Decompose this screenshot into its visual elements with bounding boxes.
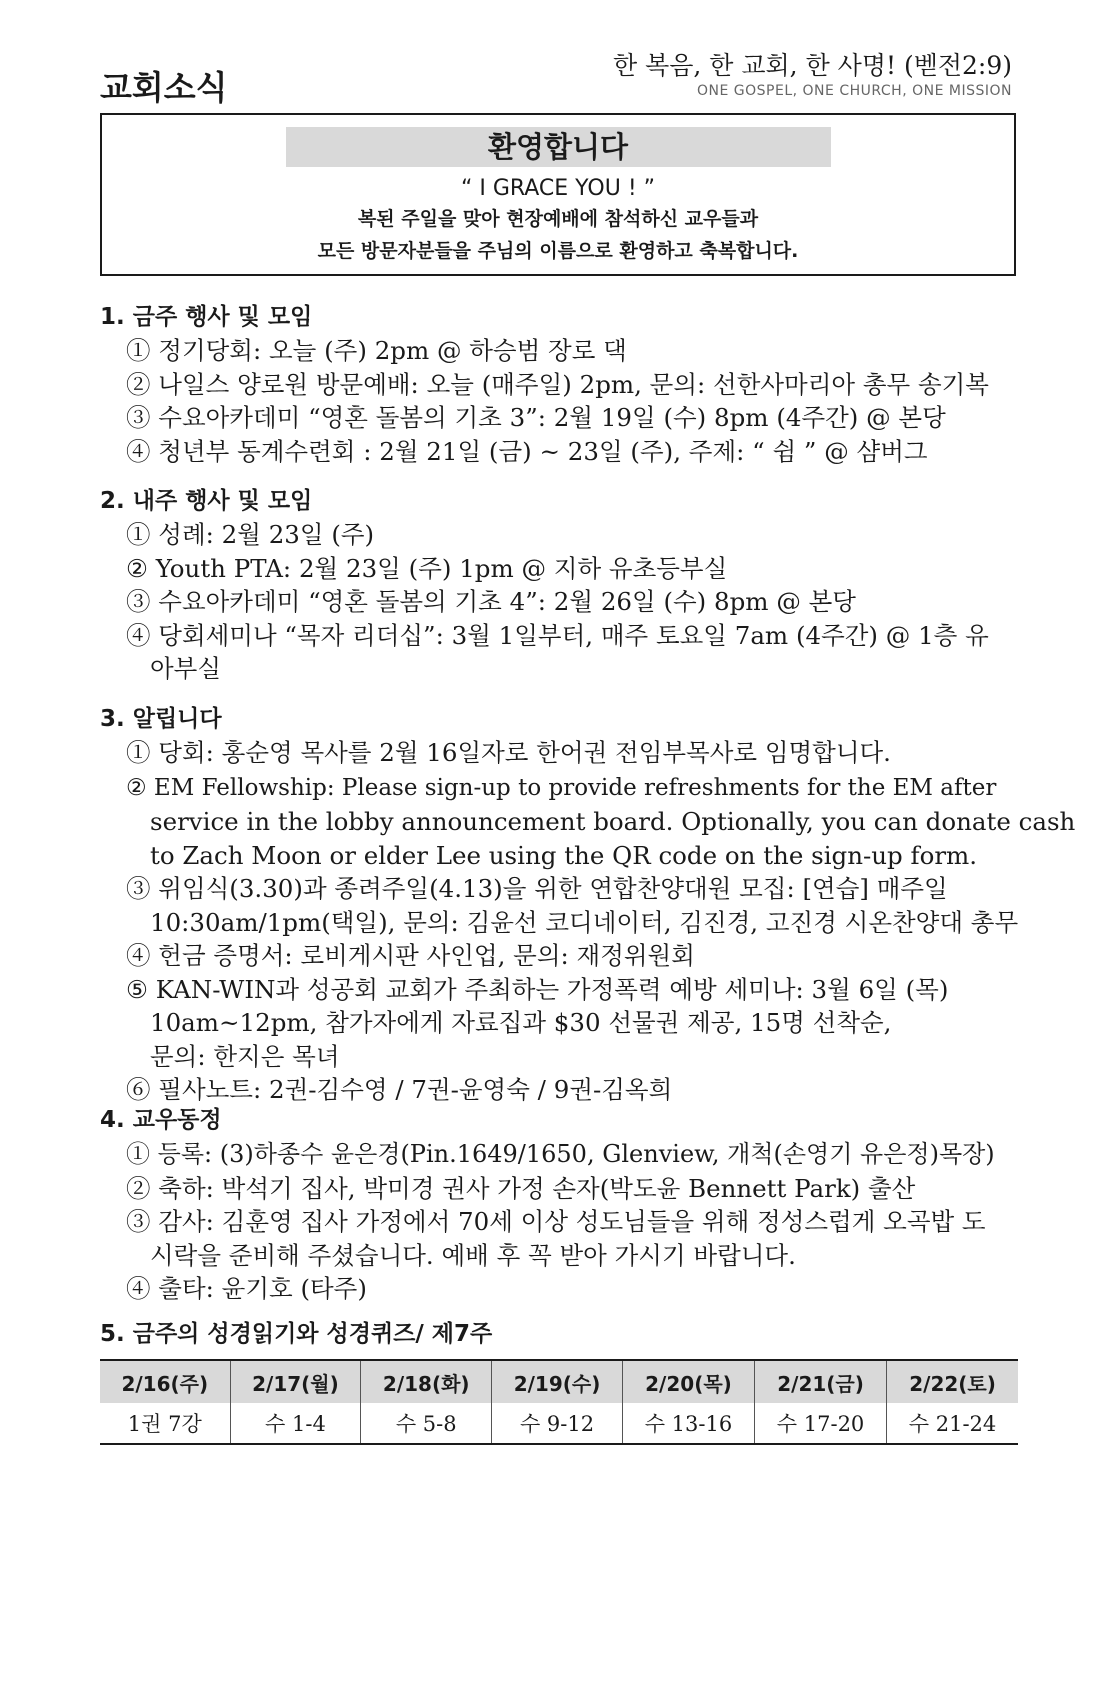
table-header-row <box>100 1360 1018 1403</box>
reading-date: 2/21(금) <box>755 1360 887 1403</box>
welcome-slogan: “ I GRACE YOU ! ” <box>460 176 656 201</box>
list-item <box>100 552 1020 586</box>
section-title: 5. 금주의 성경읽기와 성경퀴즈/ 제7주 <box>100 1321 493 1347</box>
section-next-week <box>100 484 1020 686</box>
section-announcements <box>100 702 1076 1107</box>
item-list <box>100 334 1020 468</box>
section-title: 1. 금주 행사 및 모임 <box>100 304 313 330</box>
list-item <box>100 1137 1020 1172</box>
welcome-message-line: 모든 방문자분들을 주님의 이름으로 환영하고 축복합니다. <box>317 240 799 262</box>
reading-date: 2/18(화) <box>361 1360 492 1403</box>
section-title: 3. 알립니다 <box>100 706 222 732</box>
reading-passage: 수 21-24 <box>887 1403 1018 1444</box>
list-item <box>100 1272 1020 1306</box>
list-item-continuation: to Zach Moon or elder Lee using the QR code on the sign-up form. <box>150 840 978 870</box>
list-item-text: ① 정기당회: 오늘 (주) 2pm @ 하승범 장로 댁 <box>126 336 627 365</box>
section-title: 2. 내주 행사 및 모임 <box>100 488 313 514</box>
item-list <box>100 1137 1020 1306</box>
list-item-continuation: service in the lobby announcement board. Optionally, you can donate cash <box>150 807 1076 836</box>
item-list <box>100 736 1076 1107</box>
motto-korean: 한 복음, 한 교회, 한 사명! (벧전2:9) <box>612 51 1012 80</box>
welcome-box <box>100 113 1016 276</box>
list-item-continuation: 10:30am/1pm(택일), 문의: 김윤선 코디네이터, 김진경, 고진경 시온찬양대 총무 <box>150 907 1019 937</box>
list-item-text: ③ 수요아카데미 “영혼 돌봄의 기초 3”: 2월 19일 (수) 8pm (4주간) @ 본당 <box>126 403 946 432</box>
list-item <box>100 736 1020 770</box>
list-item-text: ④ 당회세미나 “목자 리더십”: 3월 1일부터, 매주 토요일 7am (4주간) @ 1층 유 <box>126 620 989 650</box>
reading-date: 2/17(월) <box>230 1360 361 1403</box>
list-item-text: ① 등록: (3)하종수 윤은경(Pin.1649/1650, Glenview, 개척(손영기 유은정)목장) <box>126 1140 995 1168</box>
reading-date: 2/16(주) <box>100 1360 230 1403</box>
bible-reading-table <box>100 1359 1018 1445</box>
list-item <box>100 939 1020 973</box>
list-item <box>100 619 1020 686</box>
list-item-continuation: 문의: 한지은 목녀 <box>150 1041 340 1071</box>
reading-date: 2/22(토) <box>887 1360 1018 1403</box>
list-item <box>100 368 1020 402</box>
list-item-text: ④ 청년부 동계수련회 : 2월 21일 (금) ~ 23일 (주), 주제: “ 쉼 ” @ 샴버그 <box>126 436 928 466</box>
list-item-text: ② Youth PTA: 2월 23일 (주) 1pm @ 지하 유초등부실 <box>126 553 728 583</box>
reading-date: 2/19(수) <box>492 1360 623 1403</box>
list-item <box>100 1205 1020 1272</box>
reading-passage: 수 5-8 <box>361 1403 492 1444</box>
list-item-text: ① 당회: 홍순영 목사를 2월 16일자로 한어권 전임부목사로 임명합니다. <box>126 738 891 767</box>
reading-passage: 수 13-16 <box>622 1403 754 1444</box>
motto-english: ONE GOSPEL, ONE CHURCH, ONE MISSION <box>697 83 1012 99</box>
list-item-continuation: 시락을 준비해 주셨습니다. 예배 후 꼭 받아 가시기 바랍니다. <box>150 1240 796 1270</box>
list-item-text: ② 축하: 박석기 집사, 박미경 권사 가정 손자(박도윤 Bennett Park) 출산 <box>126 1173 916 1203</box>
list-item <box>100 770 1076 873</box>
list-item <box>100 585 1020 619</box>
section-this-week <box>100 300 1020 468</box>
welcome-message-line: 복된 주일을 맞아 현장예배에 참석하신 교우들과 <box>357 208 759 230</box>
reading-passage: 수 17-20 <box>755 1403 887 1444</box>
reading-date: 2/20(목) <box>622 1360 754 1403</box>
table-row <box>100 1403 1018 1444</box>
list-item-text: ③ 감사: 김훈영 집사 가정에서 70세 이상 성도님들을 위해 정성스럽게 오곡밥 도 <box>126 1207 986 1236</box>
list-item-text: ② EM Fellowship: Please sign-up to provide refreshments for the EM after <box>126 774 997 801</box>
list-item-continuation: 10am~12pm, 참가자에게 자료집과 $30 선물권 제공, 15명 선착순, <box>150 1008 892 1037</box>
reading-passage: 1권 7강 <box>100 1403 230 1444</box>
item-list <box>100 518 1020 686</box>
welcome-title: 환영합니다 <box>286 127 831 167</box>
list-item <box>100 973 1020 1074</box>
list-item-text: ① 성례: 2월 23일 (주) <box>126 520 375 549</box>
reading-passage: 수 9-12 <box>492 1403 623 1444</box>
list-item <box>100 1172 1020 1206</box>
section-bible-reading <box>100 1317 1020 1445</box>
list-item-continuation: 아부실 <box>150 654 222 683</box>
list-item-text: ⑤ KAN-WIN과 성공회 교회가 주최하는 가정폭력 예방 세미나: 3월 6일 (목) <box>126 974 949 1004</box>
section-member-news <box>100 1103 1020 1306</box>
list-item-text: ② 나일스 양로원 방문예배: 오늘 (매주일) 2pm, 문의: 선한사마리아 총무 송기복 <box>126 369 989 399</box>
list-item-text: ④ 출타: 윤기호 (타주) <box>126 1274 367 1303</box>
list-item-text: ⑥ 필사노트: 2권-김수영 / 7권-윤영숙 / 9권-김옥희 <box>126 1075 673 1104</box>
list-item <box>100 872 1020 939</box>
section-title: 4. 교우동정 <box>100 1107 222 1133</box>
list-item <box>100 518 1020 552</box>
page-title: 교회소식 <box>100 68 228 107</box>
list-item <box>100 435 1020 469</box>
list-item <box>100 401 1020 435</box>
motto <box>613 50 1012 100</box>
list-item <box>100 334 1020 368</box>
list-item-text: ③ 수요아카데미 “영혼 돌봄의 기초 4”: 2월 26일 (수) 8pm @ 본당 <box>126 587 856 616</box>
reading-passage: 수 1-4 <box>230 1403 361 1444</box>
list-item-text: ③ 위임식(3.30)과 종려주일(4.13)을 위한 연합찬양대원 모집: [연습] 매주일 <box>126 874 948 903</box>
list-item <box>100 1073 1020 1107</box>
list-item-text: ④ 헌금 증명서: 로비게시판 사인업, 문의: 재정위원회 <box>126 941 695 970</box>
